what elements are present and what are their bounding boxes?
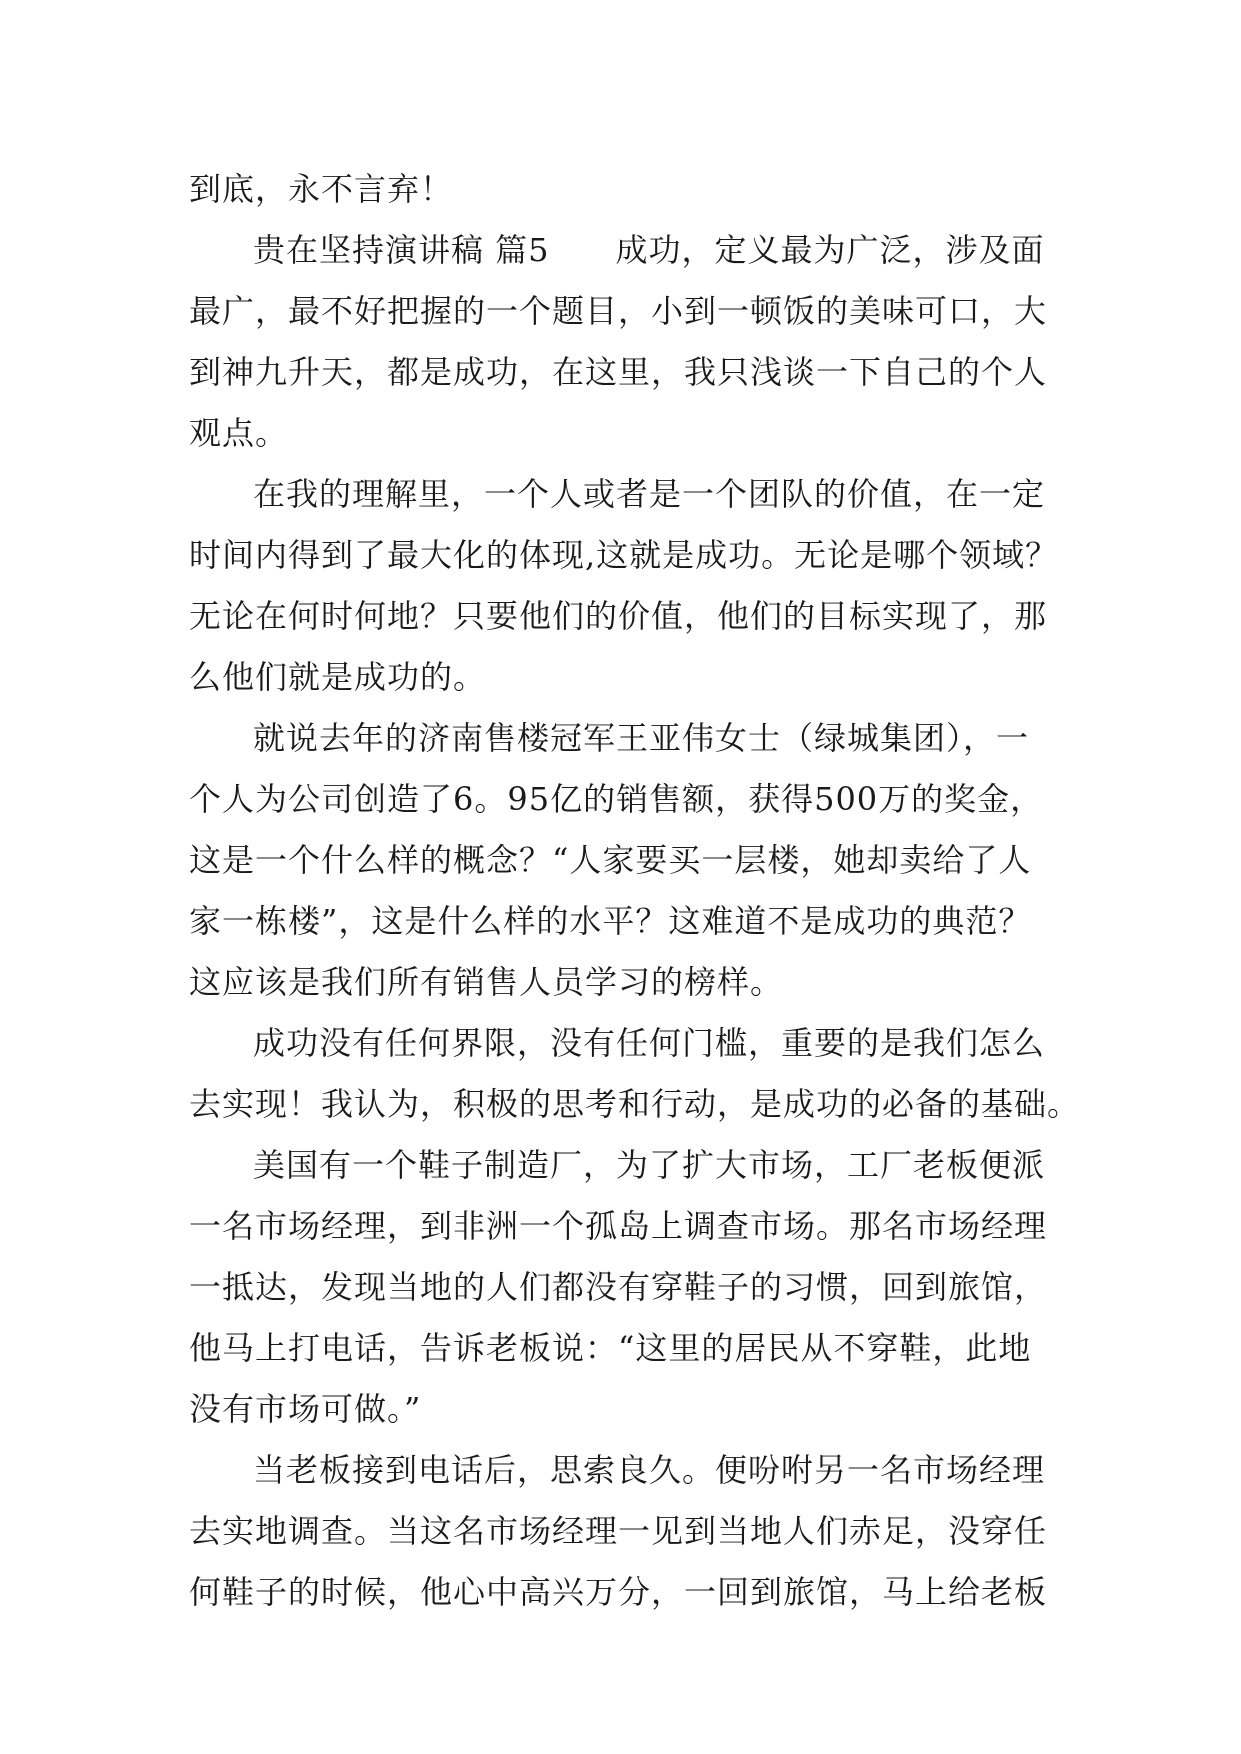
text-line: 到神九升天，都是成功，在这里，我只浅谈一下自己的个人 bbox=[189, 353, 1048, 391]
text-line: 去实现！我认为，积极的思考和行动，是成功的必备的基础。 bbox=[189, 1085, 1081, 1123]
text-line: 这是一个什么样的概念？“人家要买一层楼，她却卖给了人 bbox=[189, 841, 1032, 879]
text-line: 观点。 bbox=[189, 414, 289, 452]
text-line: 贵在坚持演讲稿 篇5 成功，定义最为广泛，涉及面 bbox=[253, 231, 1045, 269]
text-line: 一抵达，发现当地的人们都没有穿鞋子的习惯，回到旅馆， bbox=[189, 1268, 1048, 1306]
text-line: 一名市场经理，到非洲一个孤岛上调查市场。那名市场经理 bbox=[189, 1207, 1048, 1245]
text-line: 何鞋子的时候，他心中高兴万分，一回到旅馆，马上给老板 bbox=[189, 1573, 1048, 1611]
text-line: 当老板接到电话后，思索良久。便吩咐另一名市场经理 bbox=[253, 1451, 1046, 1489]
text-line: 就说去年的济南售楼冠军王亚伟女士（绿城集团），一 bbox=[253, 719, 1030, 757]
text-line: 没有市场可做。” bbox=[189, 1390, 422, 1428]
text-line: 家一栋楼”，这是什么样的水平？这难道不是成功的典范？ bbox=[189, 902, 1032, 940]
text-line: 时间内得到了最大化的体现,这就是成功。无论是哪个领域？ bbox=[189, 536, 1059, 574]
text-line: 在我的理解里，一个人或者是一个团队的价值，在一定 bbox=[253, 475, 1046, 513]
text-line: 成功没有任何界限，没有任何门槛，重要的是我们怎么 bbox=[253, 1024, 1046, 1062]
text-line: 么他们就是成功的。 bbox=[189, 658, 487, 696]
text-line: 美国有一个鞋子制造厂，为了扩大市场，工厂老板便派 bbox=[253, 1146, 1046, 1184]
text-line: 个人为公司创造了6。95亿的销售额，获得500万的奖金， bbox=[189, 780, 1044, 818]
text-line: 他马上打电话，告诉老板说：“这里的居民从不穿鞋，此地 bbox=[189, 1329, 1032, 1367]
text-line: 无论在何时何地？只要他们的价值，他们的目标实现了，那 bbox=[189, 597, 1048, 635]
text-line: 最广，最不好把握的一个题目，小到一顿饭的美味可口，大 bbox=[189, 292, 1048, 330]
text-line: 这应该是我们所有销售人员学习的榜样。 bbox=[189, 963, 784, 1001]
text-line: 去实地调查。当这名市场经理一见到当地人们赤足，没穿任 bbox=[189, 1512, 1048, 1550]
document-body bbox=[189, 159, 1081, 1623]
text-line: 到底，永不言弃！ bbox=[189, 170, 454, 208]
